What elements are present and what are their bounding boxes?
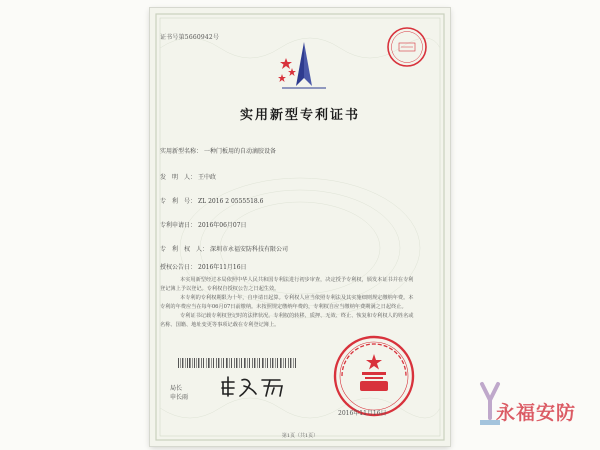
field-label: 实用新型名称： xyxy=(160,148,203,155)
patent-office-emblem-icon xyxy=(274,38,334,94)
field-label: 授权公告日： xyxy=(160,264,197,271)
chief-label: 局长 申长雨 xyxy=(170,385,189,401)
field-label: 专利申请日： xyxy=(160,222,197,229)
red-seal-patent-office-icon xyxy=(332,334,416,418)
field-label: 发 明 人： xyxy=(160,174,197,181)
seal-date: 2016年11月16日 xyxy=(338,410,387,417)
body-paragraph: 本专利的专利权期限为十年，自申请日起算。专利权人应当依照专利法及其实施细则规定缴纳年费。本专利的年费应当在每年06月07日前缴纳。未按照规定缴纳年费的，专利权自应当缴纳年费期满之日起终止。 xyxy=(160,295,414,310)
field-utility-model-name xyxy=(160,146,276,155)
field-label: 专 利 号： xyxy=(160,198,197,205)
director-signature-icon xyxy=(218,374,288,400)
patent-certificate xyxy=(150,8,450,446)
field-value: 深圳市永福安防科技有限公司 xyxy=(210,246,289,253)
field-application-date xyxy=(160,220,247,229)
page-number: 第1页（共1页） xyxy=(281,433,319,439)
watermark-brand-text: 永福安防 xyxy=(496,402,577,424)
barcode-icon xyxy=(178,358,298,368)
field-value: 2016年06月07日 xyxy=(198,222,247,229)
field-value: 王中政 xyxy=(198,174,217,181)
field-value: 一种门板用的自动滴胶设备 xyxy=(204,148,277,155)
body-paragraph: 本实用新型经过本局依照中华人民共和国专利法进行初步审查，决定授予专利权，颁发本证书并在专利登记簿上予以登记。专利权自授权公告之日起生效。 xyxy=(160,277,414,292)
body-paragraph: 专利证书记载专利权登记时的法律状况。专利权的转移、质押、无效、终止、恢复和专利权人的姓名或名称、国籍、地址变更等事项记载在专利登记簿上。 xyxy=(160,313,414,328)
red-seal-top-icon xyxy=(386,26,428,68)
field-value: 2016年11月16日 xyxy=(198,264,247,271)
field-label: 专 利 权 人： xyxy=(160,246,209,253)
field-grant-date xyxy=(160,262,247,271)
certificate-body-text xyxy=(160,276,415,330)
certificate-title: 实用新型专利证书 xyxy=(239,108,360,123)
certificate-number: 证书号第5660942号 xyxy=(160,34,220,41)
field-inventor xyxy=(160,172,216,181)
field-patentee xyxy=(160,244,288,253)
field-patent-number xyxy=(160,196,263,205)
field-value: ZL 2016 2 0555518.6 xyxy=(198,198,264,205)
